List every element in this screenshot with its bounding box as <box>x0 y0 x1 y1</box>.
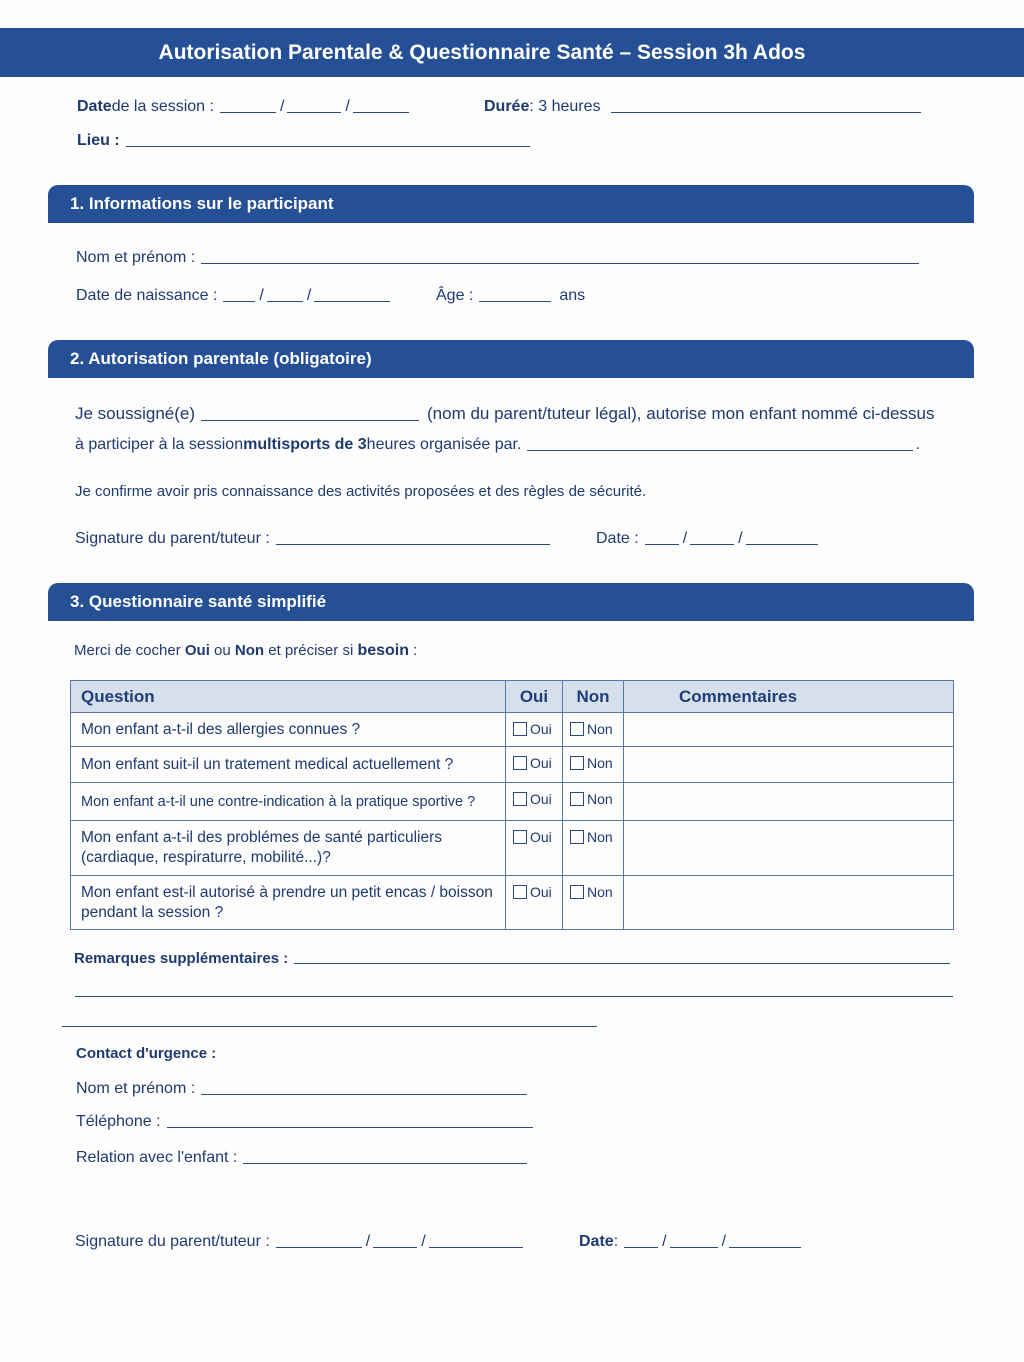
session-date-field <box>77 98 412 116</box>
non-checkbox[interactable] <box>563 876 624 930</box>
non-checkbox[interactable] <box>563 821 624 876</box>
age-field <box>436 287 585 305</box>
emergency-contact-heading: Contact d'urgence : <box>76 1045 217 1062</box>
oui-label: Oui <box>530 791 552 807</box>
date-separator: / <box>259 287 264 304</box>
questionnaire-instructions <box>74 642 417 660</box>
age-input[interactable] <box>479 301 551 302</box>
footer-signature-input-2[interactable] <box>373 1247 417 1248</box>
duration-label: : 3 heures <box>529 98 601 115</box>
authorization-text-2d: . <box>915 436 920 453</box>
non-label: Non <box>587 755 613 771</box>
organizer-input[interactable] <box>527 450 913 451</box>
non-checkbox[interactable] <box>563 783 624 821</box>
instr-part: : <box>409 642 418 659</box>
question-text: Mon enfant a-t-il des problémes de santé particuliers (cardiaque, respiraturre, mobilité...)? <box>71 821 506 876</box>
oui-label: Oui <box>530 884 552 900</box>
location-field <box>77 132 533 150</box>
date-separator: / <box>721 1233 727 1250</box>
table-row <box>71 876 954 930</box>
footer-date-field <box>579 1233 804 1251</box>
authorization-text-2c: heures organisée par. <box>366 436 522 453</box>
checkbox-icon[interactable] <box>570 830 584 844</box>
table-header-row <box>71 681 954 713</box>
comment-cell[interactable] <box>624 713 954 747</box>
date-separator: / <box>279 98 285 115</box>
table-row <box>71 747 954 783</box>
emergency-relation-input[interactable] <box>243 1163 527 1164</box>
authorization-text-2b: multisports de 3 <box>243 436 367 453</box>
parent-name-input[interactable] <box>201 420 419 421</box>
session-year-input[interactable] <box>353 112 409 113</box>
footer-signature-field <box>75 1233 526 1251</box>
date-separator: / <box>345 98 350 115</box>
oui-label: Oui <box>530 755 552 771</box>
checkbox-icon[interactable] <box>513 830 527 844</box>
participant-name-field <box>76 249 922 267</box>
oui-checkbox[interactable] <box>506 821 563 876</box>
header-non: Non <box>563 681 624 713</box>
section-1-title: 1. Informations sur le participant <box>70 194 334 213</box>
checkbox-icon[interactable] <box>570 756 584 770</box>
age-label: Âge : <box>436 287 474 304</box>
emergency-name-label: Nom et prénom : <box>76 1080 196 1097</box>
instr-part: Non <box>234 642 265 659</box>
oui-checkbox[interactable] <box>506 876 563 930</box>
footer-signature-input-3[interactable] <box>429 1247 523 1248</box>
section-3-title: 3. Questionnaire santé simplifié <box>70 592 327 611</box>
birthdate-field <box>76 287 393 305</box>
checkbox-icon[interactable] <box>513 885 527 899</box>
duration-label-bold: Durée <box>484 98 530 115</box>
checkbox-icon[interactable] <box>570 792 584 806</box>
birth-year-input[interactable] <box>314 301 390 302</box>
date-separator: / <box>306 287 312 304</box>
footer-year-input[interactable] <box>729 1247 801 1248</box>
age-unit: ans <box>559 287 586 304</box>
instr-part: et préciser si <box>264 642 358 659</box>
authorization-text-2a: à participer à la session <box>75 436 244 453</box>
session-date-label-bold: Date <box>77 98 112 115</box>
oui-label: Oui <box>530 721 552 737</box>
form-title-bar <box>0 28 1024 77</box>
instr-part: besoin <box>357 642 410 659</box>
footer-signature-input-1[interactable] <box>276 1247 362 1248</box>
auth-year-input[interactable] <box>746 544 818 545</box>
remarks-label: Remarques supplémentaires : <box>74 950 289 967</box>
emergency-relation-field <box>76 1149 530 1167</box>
authorization-line-1 <box>75 404 934 424</box>
confirmation-text: Je confirme avoir pris connaissance des activités proposées et des règles de sécurité. <box>75 483 647 500</box>
section-1-header <box>48 185 974 223</box>
emergency-relation-label: Relation avec l'enfant : <box>76 1149 238 1166</box>
non-label: Non <box>587 884 613 900</box>
parent-signature-field <box>75 530 553 548</box>
table-row <box>71 821 954 876</box>
comment-cell[interactable] <box>624 783 954 821</box>
remarks-input-line-1[interactable] <box>294 963 950 964</box>
participant-name-input[interactable] <box>201 263 919 264</box>
date-separator: / <box>682 530 688 547</box>
emergency-phone-field <box>76 1113 536 1131</box>
duration-field <box>484 98 924 116</box>
non-label: Non <box>587 829 613 845</box>
oui-checkbox[interactable] <box>506 747 563 783</box>
location-label: Lieu : <box>77 132 120 149</box>
authorization-line-2 <box>75 436 920 454</box>
instr-part: Oui <box>184 642 210 659</box>
comment-cell[interactable] <box>624 747 954 783</box>
checkbox-icon[interactable] <box>570 885 584 899</box>
undersigned-label: Je soussigné(e) <box>75 404 196 423</box>
checkbox-icon[interactable] <box>513 756 527 770</box>
non-checkbox[interactable] <box>563 713 624 747</box>
non-label: Non <box>587 721 613 737</box>
section-2-title: 2. Autorisation parentale (obligatoire) <box>70 349 372 368</box>
header-question: Question <box>71 681 506 713</box>
form-title: Autorisation Parentale & Questionnaire Santé – Session 3h Ados <box>158 40 806 64</box>
date-separator: / <box>365 1233 371 1250</box>
authorization-date-label: Date : <box>596 530 639 547</box>
health-questionnaire-table <box>70 680 954 930</box>
oui-checkbox[interactable] <box>506 783 563 821</box>
header-oui: Oui <box>506 681 563 713</box>
session-day-input[interactable] <box>220 112 276 113</box>
question-text: Mon enfant suit-il un tratement medical actuellement ? <box>71 747 506 783</box>
parent-signature-label: Signature du parent/tuteur : <box>75 530 270 547</box>
comment-cell[interactable] <box>624 876 954 930</box>
date-separator: / <box>738 530 743 547</box>
emergency-name-field <box>76 1080 530 1098</box>
birth-month-input[interactable] <box>267 301 303 302</box>
instr-part: Merci de cocher <box>74 642 185 659</box>
table-row <box>71 713 954 747</box>
footer-signature-label: Signature du parent/tuteur : <box>75 1233 270 1250</box>
section-3-header <box>48 583 974 621</box>
remarks-field <box>74 950 953 967</box>
instr-part: ou <box>209 642 235 659</box>
authorization-date-field <box>596 530 821 548</box>
location-input[interactable] <box>126 146 530 147</box>
participant-name-label: Nom et prénom : <box>76 249 196 266</box>
header-comments: Commentaires <box>624 681 954 713</box>
footer-day-input[interactable] <box>624 1247 658 1248</box>
emergency-name-input[interactable] <box>201 1094 527 1095</box>
birth-day-input[interactable] <box>223 301 255 302</box>
parent-signature-input[interactable] <box>276 544 550 545</box>
duration-input[interactable] <box>611 112 921 113</box>
question-text: Mon enfant a-t-il des allergies connues ? <box>71 713 506 747</box>
footer-month-input[interactable] <box>670 1247 718 1248</box>
question-text: Mon enfant a-t-il une contre-indication à la pratique sportive ? <box>71 783 506 821</box>
checkbox-icon[interactable] <box>570 722 584 736</box>
auth-day-input[interactable] <box>645 544 679 545</box>
table-row <box>71 783 954 821</box>
footer-date-label: Date <box>579 1233 614 1250</box>
question-text: Mon enfant est-il autorisé à prendre un petit encas / boisson pendant la session ? <box>71 876 506 930</box>
date-separator: / <box>421 1233 426 1250</box>
oui-label: Oui <box>530 829 552 845</box>
auth-month-input[interactable] <box>690 544 734 545</box>
date-separator: / <box>662 1233 667 1250</box>
authorization-text: (nom du parent/tuteur légal), autorise mon enfant nommé ci-dessus <box>427 404 935 423</box>
checkbox-icon[interactable] <box>513 792 527 806</box>
remarks-input-line-2[interactable] <box>75 996 953 997</box>
birthdate-label: Date de naissance : <box>76 287 218 304</box>
remarks-input-line-3[interactable] <box>62 1026 597 1027</box>
comment-cell[interactable] <box>624 821 954 876</box>
section-2-header <box>48 340 974 378</box>
emergency-phone-input[interactable] <box>167 1127 533 1128</box>
emergency-phone-label: Téléphone : <box>76 1113 161 1130</box>
footer-date-colon: : <box>613 1233 619 1250</box>
oui-checkbox[interactable] <box>506 713 563 747</box>
non-checkbox[interactable] <box>563 747 624 783</box>
session-month-input[interactable] <box>287 112 341 113</box>
checkbox-icon[interactable] <box>513 722 527 736</box>
non-label: Non <box>587 791 613 807</box>
session-date-label: de la session : <box>111 98 214 115</box>
